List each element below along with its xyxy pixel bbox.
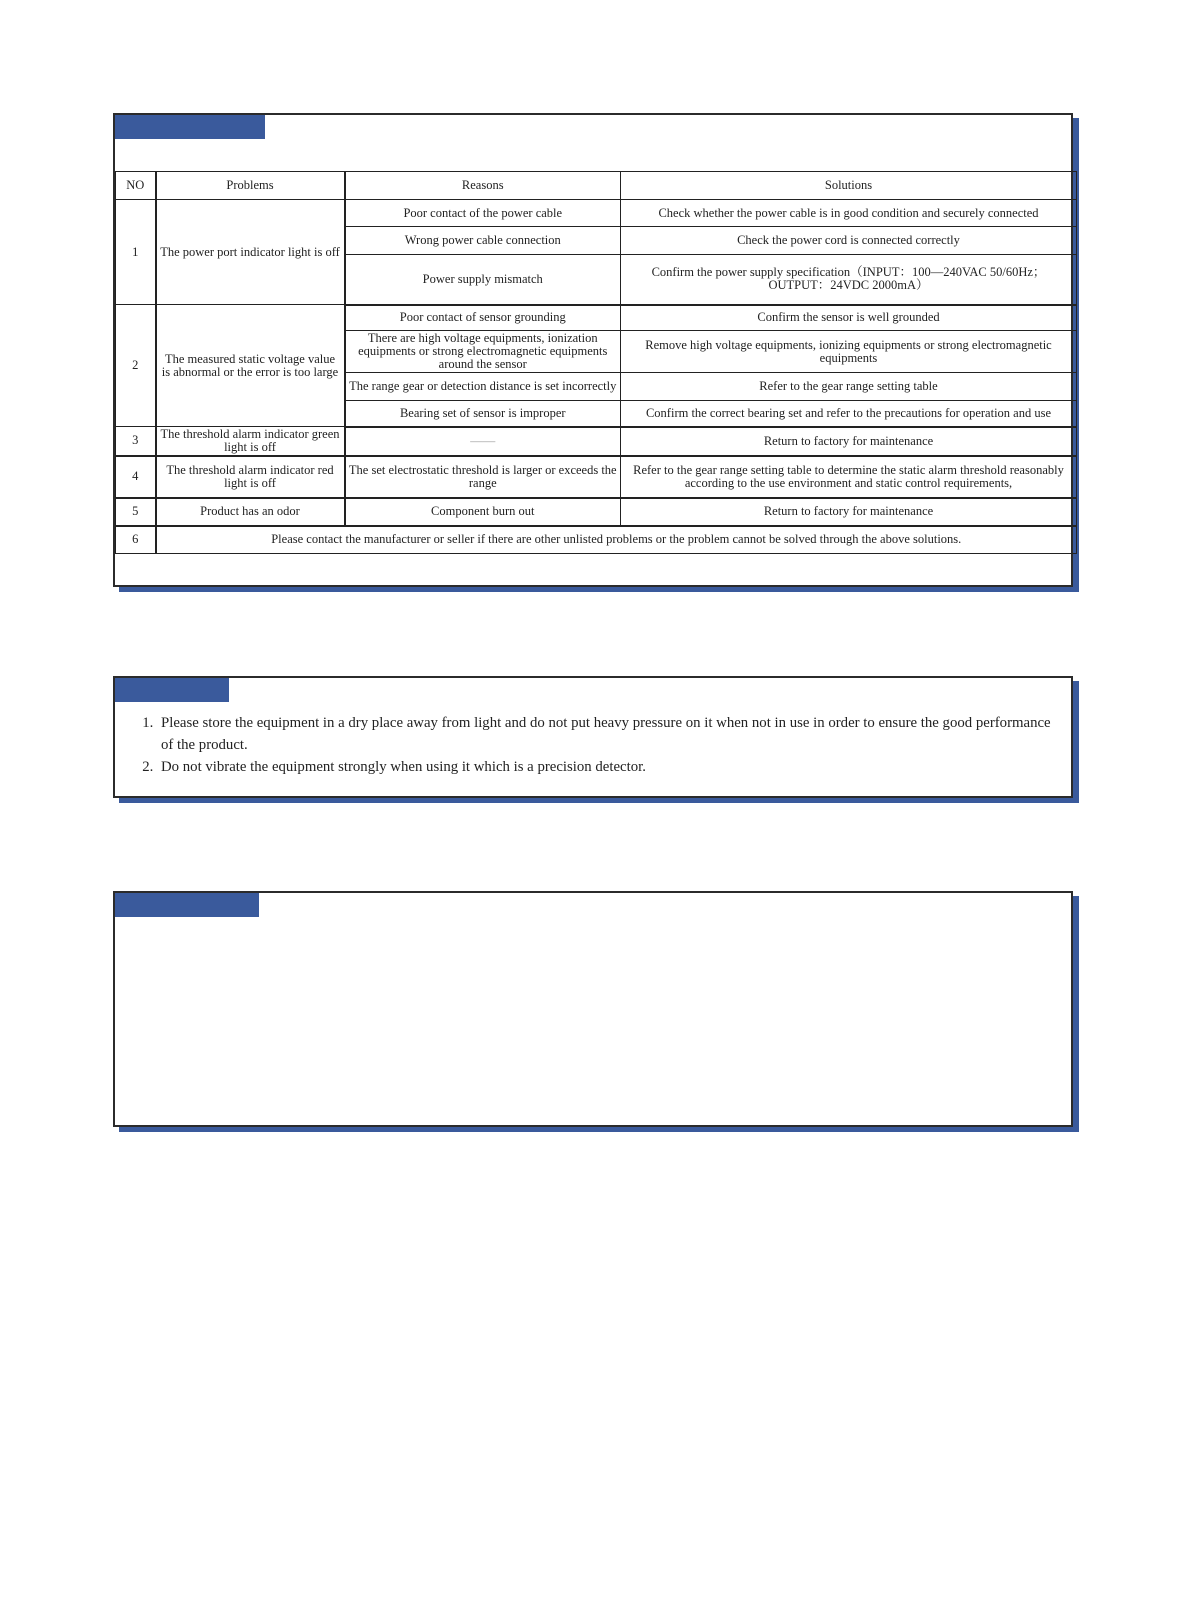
row-number: 3 [116,427,156,456]
table-row [116,498,1077,526]
notes-list [133,712,1051,778]
table-row [116,427,1077,456]
section-title-tab [115,893,259,917]
troubleshooting-panel [113,113,1073,587]
solution-cell: Remove high voltage equipments, ionizing equipments or strong electromagnetic equipments [621,331,1077,373]
problem-cell: The threshold alarm indicator red light is off [156,456,345,498]
solution-cell: Refer to the gear range setting table [621,373,1077,401]
row-number: 1 [116,200,156,305]
solution-cell: Confirm the sensor is well grounded [621,305,1077,331]
table-footer-row [116,526,1077,554]
header-problems: Problems [156,172,345,200]
reason-cell: Poor contact of the power cable [345,200,621,227]
reason-cell: The set electrostatic threshold is larger or exceeds the range [345,456,621,498]
problem-cell: The measured static voltage value is abnormal or the error is too large [156,305,345,427]
header-reasons: Reasons [345,172,621,200]
solution-cell: Refer to the gear range setting table to determine the static alarm threshold reasonably according to the use environment and static control requirements, [621,456,1077,498]
reason-cell: Power supply mismatch [345,255,621,305]
solution-cell: Check whether the power cable is in good condition and securely connected [621,200,1077,227]
table-row [116,305,1077,331]
reason-cell: Bearing set of sensor is improper [345,401,621,427]
solution-cell: Return to factory for maintenance [621,427,1077,456]
row-number: 2 [116,305,156,427]
solution-cell: Confirm the power supply specification（INPUT：100—240VAC 50/60Hz；OUTPUT：24VDC 2000mA） [621,255,1077,305]
solution-cell: Return to factory for maintenance [621,498,1077,526]
notes-panel [113,676,1073,798]
row-number: 4 [116,456,156,498]
reason-cell: Poor contact of sensor grounding [345,305,621,331]
section-title-tab [115,678,229,702]
row-number: 6 [116,526,156,554]
row-number: 5 [116,498,156,526]
problem-cell: The threshold alarm indicator green light is off [156,427,345,456]
reason-cell: Wrong power cable connection [345,227,621,255]
solution-cell: Confirm the correct bearing set and refer to the precautions for operation and use [621,401,1077,427]
reason-cell: —— [345,427,621,456]
reason-cell: There are high voltage equipments, ionization equipments or strong electromagnetic equipments around the sensor [345,331,621,373]
header-no: NO [116,172,156,200]
reason-cell: The range gear or detection distance is set incorrectly [345,373,621,401]
section-title-tab [115,115,265,139]
table-row [116,456,1077,498]
header-solutions: Solutions [621,172,1077,200]
problem-cell: Product has an odor [156,498,345,526]
troubleshooting-table [115,171,1077,554]
footer-text: Please contact the manufacturer or seller if there are other unlisted problems or the problem cannot be solved through the above solutions. [156,526,1077,554]
reason-cell: Component burn out [345,498,621,526]
table-row [116,200,1077,227]
empty-panel [113,891,1073,1127]
solution-cell: Check the power cord is connected correctly [621,227,1077,255]
note-item: 1. Please store the equipment in a dry place away from light and do not put heavy pressure on it when not in use in order to ensure the good performance of the product. [157,712,1051,756]
table-header-row [116,172,1077,200]
note-item: 2. Do not vibrate the equipment strongly when using it which is a precision detector. [157,756,1051,778]
problem-cell: The power port indicator light is off [156,200,345,305]
